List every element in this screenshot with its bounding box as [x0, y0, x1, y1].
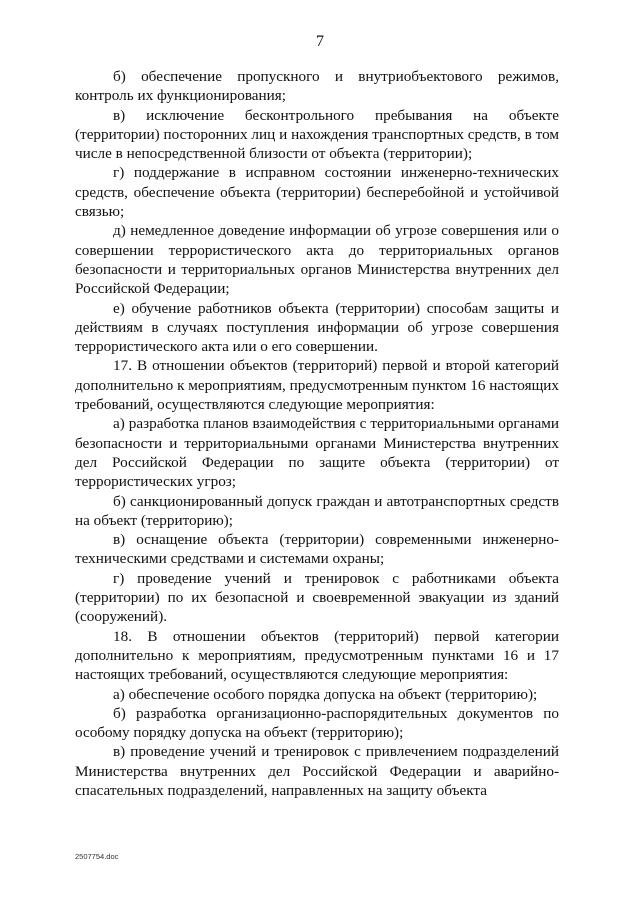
paragraph-17: 17. В отношении объектов (территорий) первой и второй категорий дополнительно к мероприятиям, предусмотренным пунктом 16 настоящих требований, осуществляются следующие мероприятия: — [75, 357, 559, 414]
paragraph-16-g: г) поддержание в исправном состоянии инженерно-технических средств, обеспечение объекта (территории) бесперебойной и устойчивой связью; — [75, 164, 559, 221]
paragraph-16-d: д) немедленное доведение информации об угрозе совершения или о совершении террористического акта до территориальных органов безопасности и территориальных органов Министерства внутренних дел Российской Федерации; — [75, 222, 559, 298]
paragraph-18: 18. В отношении объектов (территорий) первой категории дополнительно к мероприятиям, предусмотренным пунктами 16 и 17 настоящих требований, осуществляются следующие мероприятия: — [75, 627, 559, 684]
paragraph-16-b: б) обеспечение пропускного и внутриобъектового режимов, контроль их функционирования; — [75, 68, 559, 105]
paragraph-18-v: в) проведение учений и тренировок с привлечением подразделений Министерства внутренних дел Российской Федерации и аварийно-спасательных подразделений, направленных на защиту объекта — [75, 743, 559, 799]
paragraph-18-b: б) разработка организационно-распорядительных документов по особому порядку допуска на объект (территорию); — [75, 704, 559, 742]
page-number: 7 — [316, 33, 324, 50]
footer-doc-code: 2507754.doc — [75, 852, 119, 861]
paragraph-18-a: а) обеспечение особого порядка допуска на объект (территорию); — [113, 685, 538, 703]
document-body — [75, 67, 559, 800]
paragraph-17-b: б) санкционированный допуск граждан и автотранспортных средств на объект (территорию); — [75, 492, 559, 529]
paragraph-17-a: а) разработка планов взаимодействия с территориальными органами безопасности и территориальными органами Министерства внутренних дел Российской Федерации по защите объекта (территории) от террористических угроз; — [75, 415, 559, 491]
paragraph-17-v: в) оснащение объекта (территории) современными инженерно-техническими средствами и системами охраны; — [75, 531, 559, 568]
paragraph-17-g: г) проведение учений и тренировок с работниками объекта (территории) по их безопасной и своевременной эвакуации из зданий (сооружений). — [75, 569, 559, 626]
paragraph-16-v: в) исключение бесконтрольного пребывания на объекте (территории) посторонних лиц и нахождения транспортных средств, в том числе в непосредственной близости от объекта (территории); — [75, 106, 559, 163]
paragraph-16-e: е) обучение работников объекта (территории) способам защиты и действиям в случаях поступления информации об угрозе совершения террористического акта или о его совершении. — [75, 299, 559, 356]
